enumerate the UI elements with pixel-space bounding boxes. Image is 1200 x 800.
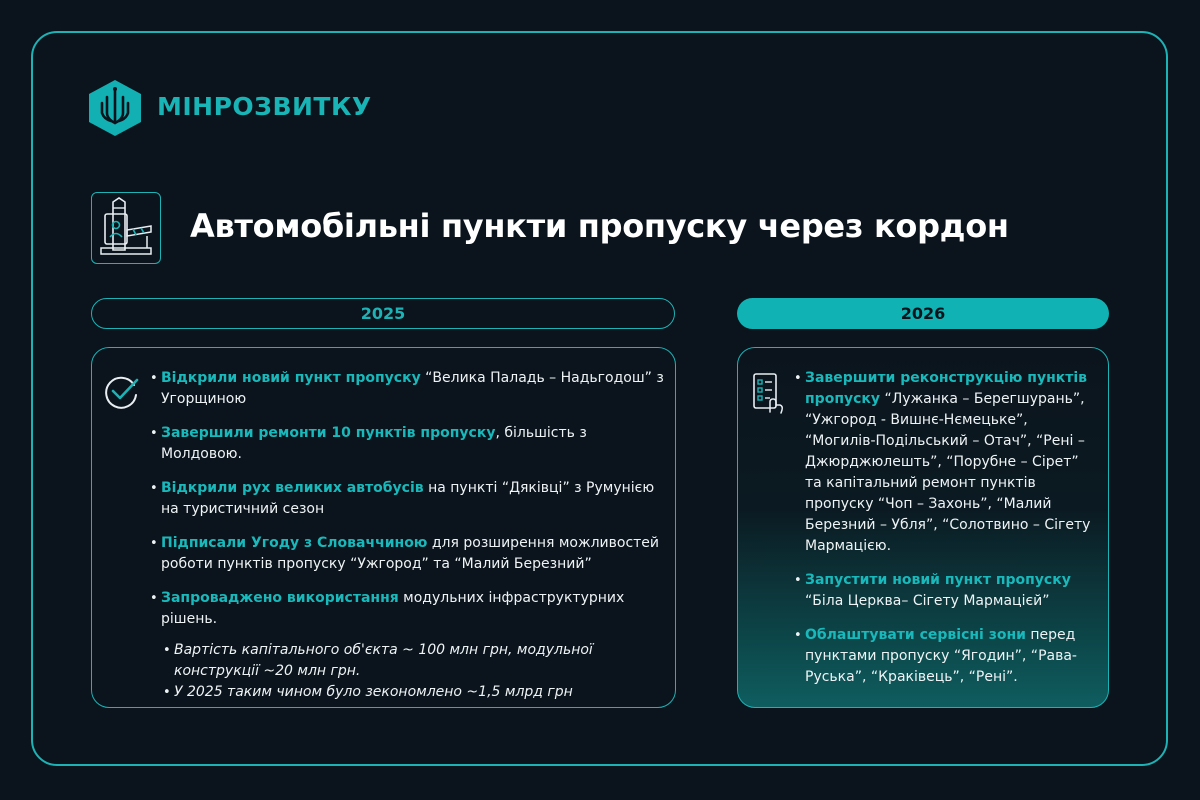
checkmark-circle-icon — [104, 375, 140, 409]
list-2026 — [796, 368, 1096, 701]
list-item: • Підписали Угоду з Словаччиною для розширення можливостей роботи пунктів пропуску “Ужгород” та “Малий Березний” — [152, 533, 667, 575]
card-2025 — [91, 347, 676, 708]
checklist-clipboard-icon — [752, 372, 784, 414]
list-item: • Відкрили новий пункт пропуску “Велика Паладь – Надьгодош” з Угорщиною — [152, 368, 667, 410]
list-item: • Відкрили рух великих автобусів на пункті “Дяківці” з Румунією на туристичний сезон — [152, 478, 667, 520]
list-item: • Запроваджено використання модульних інфраструктурних рішень. • Вартість капітального об'єкта ~ 100 млн грн, модульної конструкції ~20 млн грн. • У 2025 таким чином було зекономлено ~1,5 млрд грн — [152, 588, 667, 703]
border-checkpoint-icon — [91, 192, 161, 264]
list-2025 — [152, 368, 667, 716]
trident-shield-icon — [87, 79, 143, 137]
list-item: • Облаштувати сервісні зони перед пунктами пропуску “Ягодин”, “Рава-Руська”, “Краківець”, “Рені”. — [796, 625, 1096, 688]
card-2026 — [737, 347, 1109, 708]
brand-name: МІНРОЗВИТКУ — [157, 92, 372, 121]
list-item: • Завершили ремонти 10 пунктів пропуску, більшість з Молдовою. — [152, 423, 667, 465]
list-item: • Завершити реконструкцію пунктів пропуску “Лужанка – Берегшурань”, “Ужгород - Вишнє-Нємецьке”, “Могилів-Подільський – Отач”, “Рені – Джюрджюлешть”, “Порубне – Сірет” та капітальний ремонт пунктів пропуску “Чоп – Захонь”, “Малий Березний – Убля”, “Солотвино – Сігету Мармацією. — [796, 368, 1096, 557]
page-title: Автомобільні пункти пропуску через кордон — [190, 207, 1009, 245]
list-item: • Запустити новий пункт пропуску “Біла Церква– Сігету Мармацієй” — [796, 570, 1096, 612]
sublist — [165, 640, 667, 703]
sublist-item: • Вартість капітального об'єкта ~ 100 млн грн, модульної конструкції ~20 млн грн. — [165, 640, 667, 682]
year-label-2025: 2025 — [91, 298, 675, 329]
year-label-2026: 2026 — [737, 298, 1109, 329]
sublist-item: • У 2025 таким чином було зекономлено ~1,5 млрд грн — [165, 682, 667, 703]
